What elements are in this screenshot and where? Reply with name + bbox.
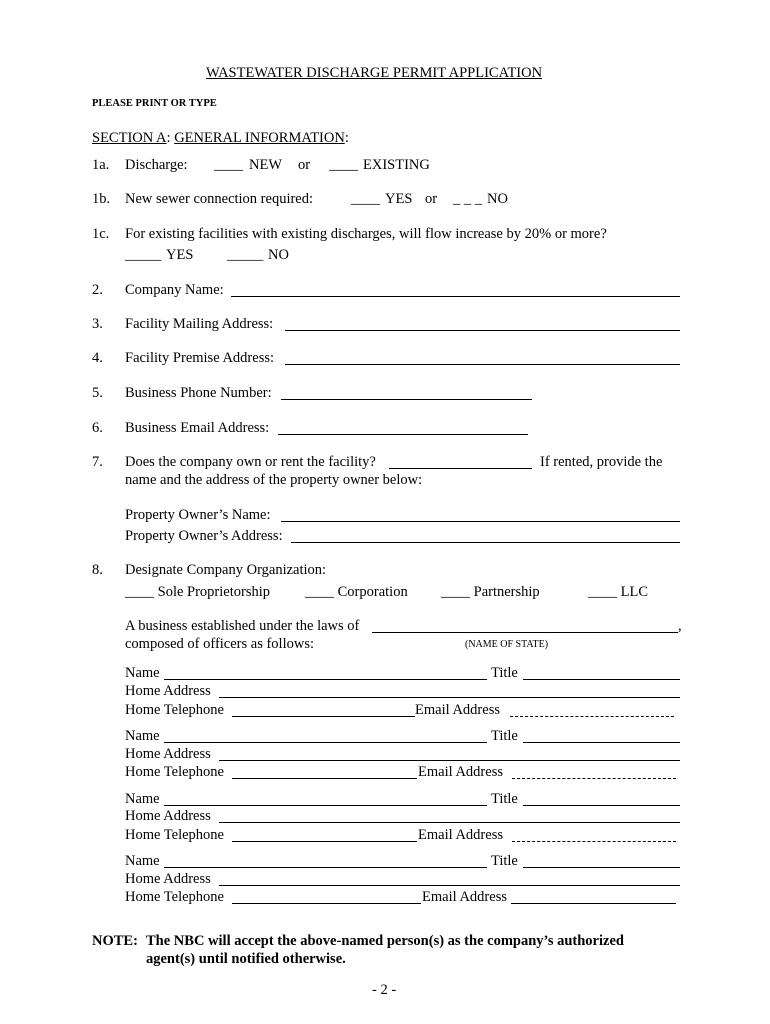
officer-home-address-field[interactable] bbox=[219, 760, 680, 761]
business-phone-field[interactable] bbox=[281, 399, 532, 400]
q4-label: Facility Premise Address: bbox=[125, 350, 275, 366]
officer-name-label: Name bbox=[125, 791, 160, 807]
org-option-partnership[interactable] bbox=[441, 585, 540, 600]
note-label: NOTE: bbox=[92, 933, 138, 949]
q7-label: Does the company own or rent the facility? bbox=[125, 454, 376, 470]
officer-home-telephone-label: Home Telephone bbox=[125, 889, 224, 905]
q1b-yes-blank[interactable]: ____ bbox=[351, 191, 380, 207]
org-option-blank[interactable]: ____ bbox=[441, 584, 470, 600]
page-title-text: WASTEWATER DISCHARGE PERMIT APPLICATION bbox=[206, 65, 543, 81]
state-name-field[interactable] bbox=[372, 632, 678, 633]
facility-mailing-address-field[interactable] bbox=[285, 330, 680, 331]
q1a-or: or bbox=[298, 157, 311, 173]
org-option-llc[interactable] bbox=[588, 585, 648, 600]
q6-label: Business Email Address: bbox=[125, 420, 270, 436]
q6-number: 6. bbox=[92, 420, 103, 436]
note-line-1: The NBC will accept the above-named person(s) as the company’s authorized bbox=[146, 933, 624, 949]
officer-title-label: Title bbox=[491, 791, 518, 807]
officer-home-telephone-label: Home Telephone bbox=[125, 702, 224, 718]
org-option-blank[interactable]: ____ bbox=[305, 584, 334, 600]
officer-home-address-label: Home Address bbox=[125, 683, 211, 699]
officer-email-field[interactable] bbox=[512, 778, 676, 779]
q1b-or: or bbox=[425, 191, 438, 207]
state-hint: (NAME OF STATE) bbox=[465, 639, 549, 650]
officer-name-label: Name bbox=[125, 853, 160, 869]
officer-title-label: Title bbox=[491, 853, 518, 869]
instruction: PLEASE PRINT OR TYPE bbox=[92, 98, 217, 109]
officer-name-label: Name bbox=[125, 665, 160, 681]
q4-number: 4. bbox=[92, 350, 103, 366]
q1a-label: Discharge: bbox=[125, 157, 188, 173]
officer-home-telephone-field[interactable] bbox=[232, 841, 417, 842]
q1c-no-label: NO bbox=[268, 247, 289, 263]
org-option-label: Sole Proprietorship bbox=[157, 584, 270, 600]
officer-name-field[interactable] bbox=[164, 805, 487, 806]
property-owner-name-field[interactable] bbox=[281, 521, 680, 522]
q2-label: Company Name: bbox=[125, 282, 224, 298]
company-name-field[interactable] bbox=[231, 296, 680, 297]
officer-name-field[interactable] bbox=[164, 867, 487, 868]
established-comma: , bbox=[678, 618, 682, 634]
officer-home-address-label: Home Address bbox=[125, 746, 211, 762]
q1c-yes-label: YES bbox=[166, 247, 194, 263]
composed-text: composed of officers as follows: bbox=[125, 636, 314, 652]
org-option-corporation[interactable] bbox=[305, 585, 408, 600]
officer-home-address-field[interactable] bbox=[219, 697, 680, 698]
officer-home-address-label: Home Address bbox=[125, 808, 211, 824]
officer-name-field[interactable] bbox=[164, 679, 487, 680]
q5-label: Business Phone Number: bbox=[125, 385, 272, 401]
q1a-number: 1a. bbox=[92, 157, 110, 173]
officer-home-telephone-field[interactable] bbox=[232, 778, 417, 779]
q1b-number: 1b. bbox=[92, 191, 111, 207]
q7-line2: name and the address of the property owner below: bbox=[125, 472, 423, 488]
section-colon-2: : bbox=[344, 130, 349, 146]
officer-home-address-label: Home Address bbox=[125, 871, 211, 887]
org-option-blank[interactable]: ____ bbox=[125, 584, 154, 600]
own-or-rent-field[interactable] bbox=[389, 468, 532, 469]
property-owner-address-label: Property Owner’s Address: bbox=[125, 528, 283, 544]
q1a-new-blank[interactable]: ____ bbox=[214, 157, 243, 173]
officer-email-label: Email Address bbox=[418, 764, 503, 780]
officer-home-address-field[interactable] bbox=[219, 822, 680, 823]
q1b-yes-label: YES bbox=[385, 191, 413, 207]
org-option-sole-proprietorship[interactable] bbox=[125, 585, 270, 600]
q1c-no-blank[interactable]: _____ bbox=[227, 247, 264, 263]
property-owner-name-label: Property Owner’s Name: bbox=[125, 507, 271, 523]
officer-home-telephone-label: Home Telephone bbox=[125, 764, 224, 780]
officer-name-field[interactable] bbox=[164, 742, 487, 743]
org-option-label: LLC bbox=[620, 584, 649, 600]
q2-number: 2. bbox=[92, 282, 103, 298]
org-option-label: Corporation bbox=[337, 584, 408, 600]
facility-premise-address-field[interactable] bbox=[285, 364, 680, 365]
q1c-yes-blank[interactable]: _____ bbox=[125, 247, 162, 263]
officer-email-label: Email Address bbox=[418, 827, 503, 843]
q1c-number: 1c. bbox=[92, 226, 110, 242]
q1b-no-blank[interactable]: _ _ _ bbox=[453, 191, 482, 207]
section-header bbox=[92, 131, 349, 146]
officer-title-label: Title bbox=[491, 728, 518, 744]
officer-home-address-field[interactable] bbox=[219, 885, 680, 886]
org-option-blank[interactable]: ____ bbox=[588, 584, 617, 600]
officer-title-field[interactable] bbox=[523, 805, 680, 806]
q1b-label: New sewer connection required: bbox=[125, 191, 314, 207]
q3-label: Facility Mailing Address: bbox=[125, 316, 274, 332]
established-text: A business established under the laws of bbox=[125, 618, 360, 634]
section-colon: : bbox=[166, 130, 171, 146]
page-title bbox=[206, 66, 542, 81]
q1a-existing-blank[interactable]: ____ bbox=[329, 157, 358, 173]
officer-home-telephone-field[interactable] bbox=[232, 716, 415, 717]
officer-title-field[interactable] bbox=[523, 867, 680, 868]
q1b-no-label: NO bbox=[487, 191, 508, 207]
property-owner-address-field[interactable] bbox=[291, 542, 680, 543]
q1a-new-label: NEW bbox=[249, 157, 283, 173]
officer-email-field[interactable] bbox=[512, 841, 676, 842]
q7-rented-text: If rented, provide the bbox=[540, 454, 663, 470]
q8-number: 8. bbox=[92, 562, 103, 578]
q1a-existing-label: EXISTING bbox=[363, 157, 430, 173]
q5-number: 5. bbox=[92, 385, 103, 401]
q7-number: 7. bbox=[92, 454, 103, 470]
q8-label: Designate Company Organization: bbox=[125, 562, 327, 578]
officer-email-label: Email Address bbox=[422, 889, 507, 905]
officer-home-telephone-label: Home Telephone bbox=[125, 827, 224, 843]
section-label: SECTION A bbox=[92, 130, 167, 146]
q3-number: 3. bbox=[92, 316, 103, 332]
note-line-2: agent(s) until notified otherwise. bbox=[146, 951, 346, 967]
section-name: GENERAL INFORMATION bbox=[174, 130, 345, 146]
officer-home-telephone-field[interactable] bbox=[232, 903, 421, 904]
officer-email-field[interactable] bbox=[511, 903, 676, 904]
business-email-field[interactable] bbox=[278, 434, 528, 435]
officer-title-field[interactable] bbox=[523, 742, 680, 743]
page-number: - 2 - bbox=[372, 982, 397, 998]
officer-email-field[interactable] bbox=[510, 716, 674, 717]
officer-email-label: Email Address bbox=[415, 702, 500, 718]
officer-title-field[interactable] bbox=[523, 679, 680, 680]
q1c-label: For existing facilities with existing discharges, will flow increase by 20% or more? bbox=[125, 226, 607, 242]
officer-name-label: Name bbox=[125, 728, 160, 744]
officer-title-label: Title bbox=[491, 665, 518, 681]
org-option-label: Partnership bbox=[473, 584, 540, 600]
